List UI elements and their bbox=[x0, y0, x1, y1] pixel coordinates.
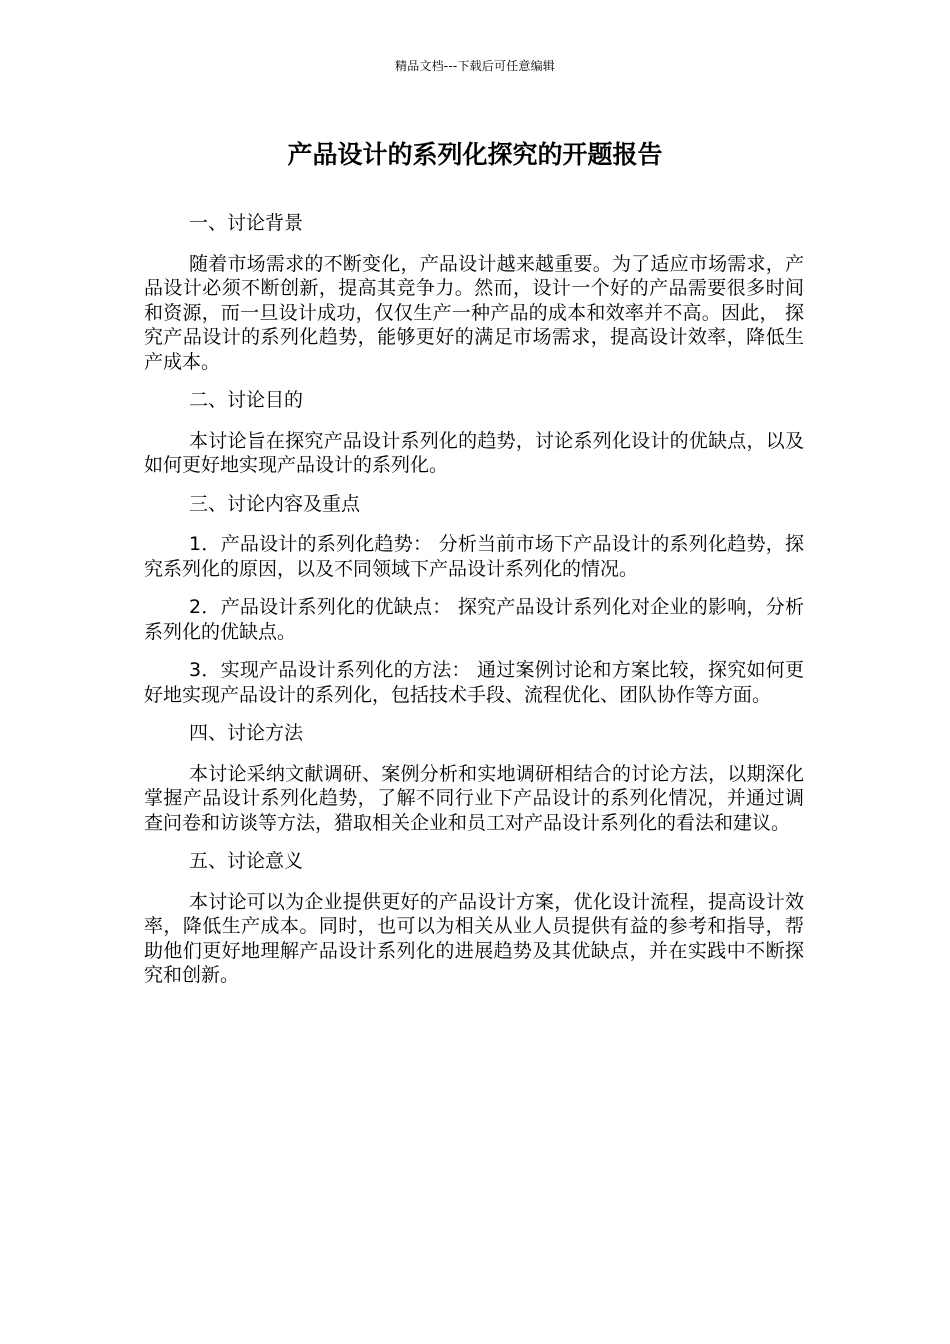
section-heading-background: 一、讨论背景 bbox=[189, 212, 304, 234]
document-title: 产品设计的系列化探究的开题报告 bbox=[287, 140, 663, 169]
paragraph-content-item-2: 2．产品设计系列化的优缺点： 探究产品设计系列化对企业的影响，分析系列化的优缺点。 bbox=[144, 596, 804, 643]
section-heading-purpose: 二、讨论目的 bbox=[189, 389, 304, 411]
paragraph-significance: 本讨论可以为企业提供更好的产品设计方案，优化设计流程，提高设计效率，降低生产成本。同时，也可以为相关从业人员提供有益的参考和指导，帮助他们更好地理解产品设计系列化的进展趋势及其优缺点，并在实践中不断探究和创新。 bbox=[144, 890, 804, 986]
page-header: 精品文档---下载后可任意编辑 bbox=[395, 59, 555, 73]
paragraph-content-item-1: 1．产品设计的系列化趋势： 分析当前市场下产品设计的系列化趋势，探究系列化的原因，以及不同领域下产品设计系列化的情况。 bbox=[144, 533, 804, 580]
section-heading-content: 三、讨论内容及重点 bbox=[189, 492, 361, 515]
section-heading-significance: 五、讨论意义 bbox=[189, 850, 304, 872]
section-heading-method: 四、讨论方法 bbox=[189, 722, 304, 744]
paragraph-background: 随着市场需求的不断变化，产品设计越来越重要。为了适应市场需求，产品设计必须不断创新，提高其竞争力。然而，设计一个好的产品需要很多时间和资源，而一旦设计成功，仅仅生产一种产品的成本和效率并不高。因此， 探究产品设计的系列化趋势，能够更好的满足市场需求，提高设计效率，降低生产成本。 bbox=[144, 252, 804, 373]
paragraph-content-item-3: 3．实现产品设计系列化的方法： 通过案例讨论和方案比较，探究如何更好地实现产品设计的系列化，包括技术手段、流程优化、团队协作等方面。 bbox=[144, 659, 804, 706]
paragraph-purpose: 本讨论旨在探究产品设计系列化的趋势，讨论系列化设计的优缺点，以及如何更好地实现产品设计的系列化。 bbox=[144, 429, 804, 476]
paragraph-method: 本讨论采纳文献调研、案例分析和实地调研相结合的讨论方法，以期深化掌握产品设计系列化趋势，了解不同行业下产品设计的系列化情况，并通过调查问卷和访谈等方法，猎取相关企业和员工对产品设计系列化的看法和建议。 bbox=[144, 762, 804, 834]
document-body bbox=[144, 211, 804, 1002]
